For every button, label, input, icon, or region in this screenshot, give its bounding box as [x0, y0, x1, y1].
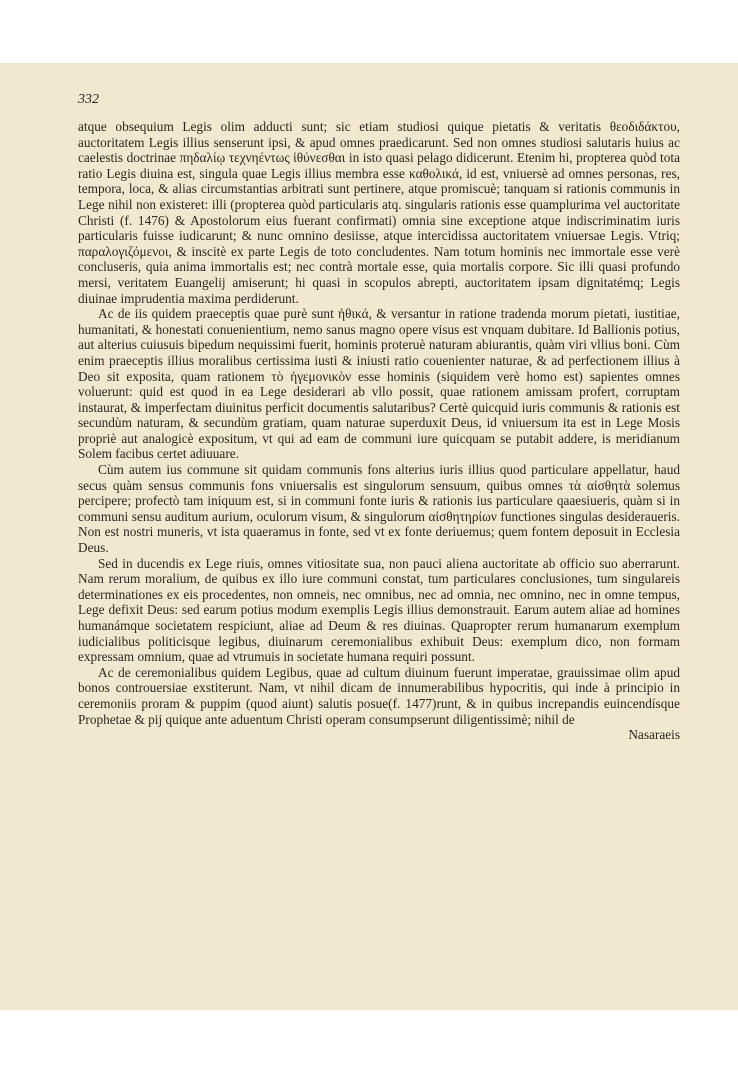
paragraph-1: atque obsequium Legis olim adducti sunt; sic etiam studiosi quique pietatis & veritatis θεοδιδάκτου, auctoritatem Legis illius senserunt ipsi, & apud omnes praedicarunt. Sed non omnes studiosi salutaris huius ac caelestis doctrinae πηδαλίῳ τεχνηέντως ἰθύνεσθαι in isto quasi pelago didicerunt. Etenim hi, propterea quòd tota ratio Legis diuina est, singula quae Legis illius membra esse καθολικά, id est, vniuersè ad omnes personas, res, tempora, loca, & alias circumstantias arbitrati sunt pertinere, atque promiscuè; tanquam si rationis communis in Lege nihil non existeret: illi (propterea quòd particularis atq. singularis rationis esse quamplurima vel auctoritate Christi (f. 1476) & Apostolorum eius fuerant confirmati) omnia sine exceptione atque indiscriminatim iuris particularis fuisse iudicarunt; & nunc omnino desiisse, atque intercidissa auctoritatem vniuersae Legis. Vtriq; παραλογιζόμενοι, & inscitè ex parte Legis de toto concludentes. Nam totum hominis nec immortale esse verè concluseris, quia anima immortalis est; nec contrà mortale esse, quia mortalis corpore. Sic illi quasi profundo mersi, veritatem Euangelij amiserunt; hi quasi in scopulos abrepti, auctoritatem ipsam dignitatémq; Legis diuinae imprudentia maxima perdiderunt. [78, 119, 680, 306]
paragraph-5: Ac de ceremonialibus quidem Legibus, quae ad cultum diuinum fuerunt imperatae, grauissimae olim apud bonos controuersiae exstiterunt. Nam, vt nihil dicam de innumerabilibus hypocritis, qui inde à principio in ceremoniis proram & puppim (quod aiunt) salutis posue(f. 1477)runt, & in quibus increpandis euincendísque Prophetae & pij quique ante aduentum Christi operam consumpserunt diligentissimè; nihil de [78, 664, 680, 727]
body-text [78, 119, 680, 743]
page-number: 332 [78, 92, 99, 107]
paragraph-4: Sed in ducendis ex Lege riuis, omnes vitiositate sua, non pauci aliena auctoritate ab officio suo aberrarunt. Nam rerum moralium, de quibus ex illo iure communi constat, tum particulares conclusiones, tum singulareis determinationes ex eis procedentes, non omneis, nec omnibus, nec ad omnia, nec omnino, nec in omne tempus, Lege defixit Deus: sed earum potius modum exemplis Legis illius demonstrauit. Earum autem aliae ad homines humanámque societatem respiciunt, aliae ad Deum & res diuinas. Quapropter rerum humanarum exemplum iudicialibus politicisque legibus, diuinarum ceremonialibus exhibuit Deus: exemplum dico, non formam expressam omnium, quae ad vtrumuis in societate humana requiri possunt. [78, 555, 680, 665]
catchword: Nasaraeis [628, 727, 680, 743]
paragraph-2: Ac de iis quidem praeceptis quae purè sunt ἠθικά, & versantur in ratione tradenda morum pietati, iustitiae, humanitati, & honestati conuenientium, nemo sanus magno opere visus est vnquam dubitare. Id Ballionis potius, aut alterius cuiusuis bipedum nequissimi fuerit, hominis proteruè naturam abiurantis, quàm viri vllius boni. Cùm enim praeceptis illius moralibus certissima iusti & iniusti ratio couenienter naturae, & ad perfectionem illius à Deo sit exposita, quam rationem τὸ ἡγεμονικὸν esse hominis (siquidem verè homo est) sapientes omnes voluerunt: quid est quod in ea Lege desiderari ab vllo possit, quae rationem amissam profert, corruptam instaurat, & imperfectam diuinitus perficit documentis salutaribus? Certè quicquid iuris communis & rationis est secundùm naturam, & secundùm gratiam, quam naturae superduxit Deus, id vniuersum ita est in Lege Mosis propriè aut analogicè expositum, vt qui ad eam de communi iure quicquam se putabit addere, is meridianum Solem facibus certet adiuuare. [78, 306, 680, 462]
paragraph-3: Cùm autem ius commune sit quidam communis fons alterius iuris illius quod particulare appellatur, haud secus quàm sensus communis fons vniuersalis est singulorum sensuum, quibus omnes τὰ αἰσθητὰ solemus percipere; profectò tam iniquum est, si in communi fonte iuris & rationis ius particulare qaaesiueris, quàm si in communi sensu auditum aurium, oculorum visum, & singulorum αἰσθητηρίων functiones singulas desideraueris. Non est nostri muneris, vt ista quaeramus in fonte, sed vt ex fonte deriuemus; quem fontem deposuit in Ecclesia Deus. [78, 462, 680, 556]
book-page [0, 63, 738, 1010]
